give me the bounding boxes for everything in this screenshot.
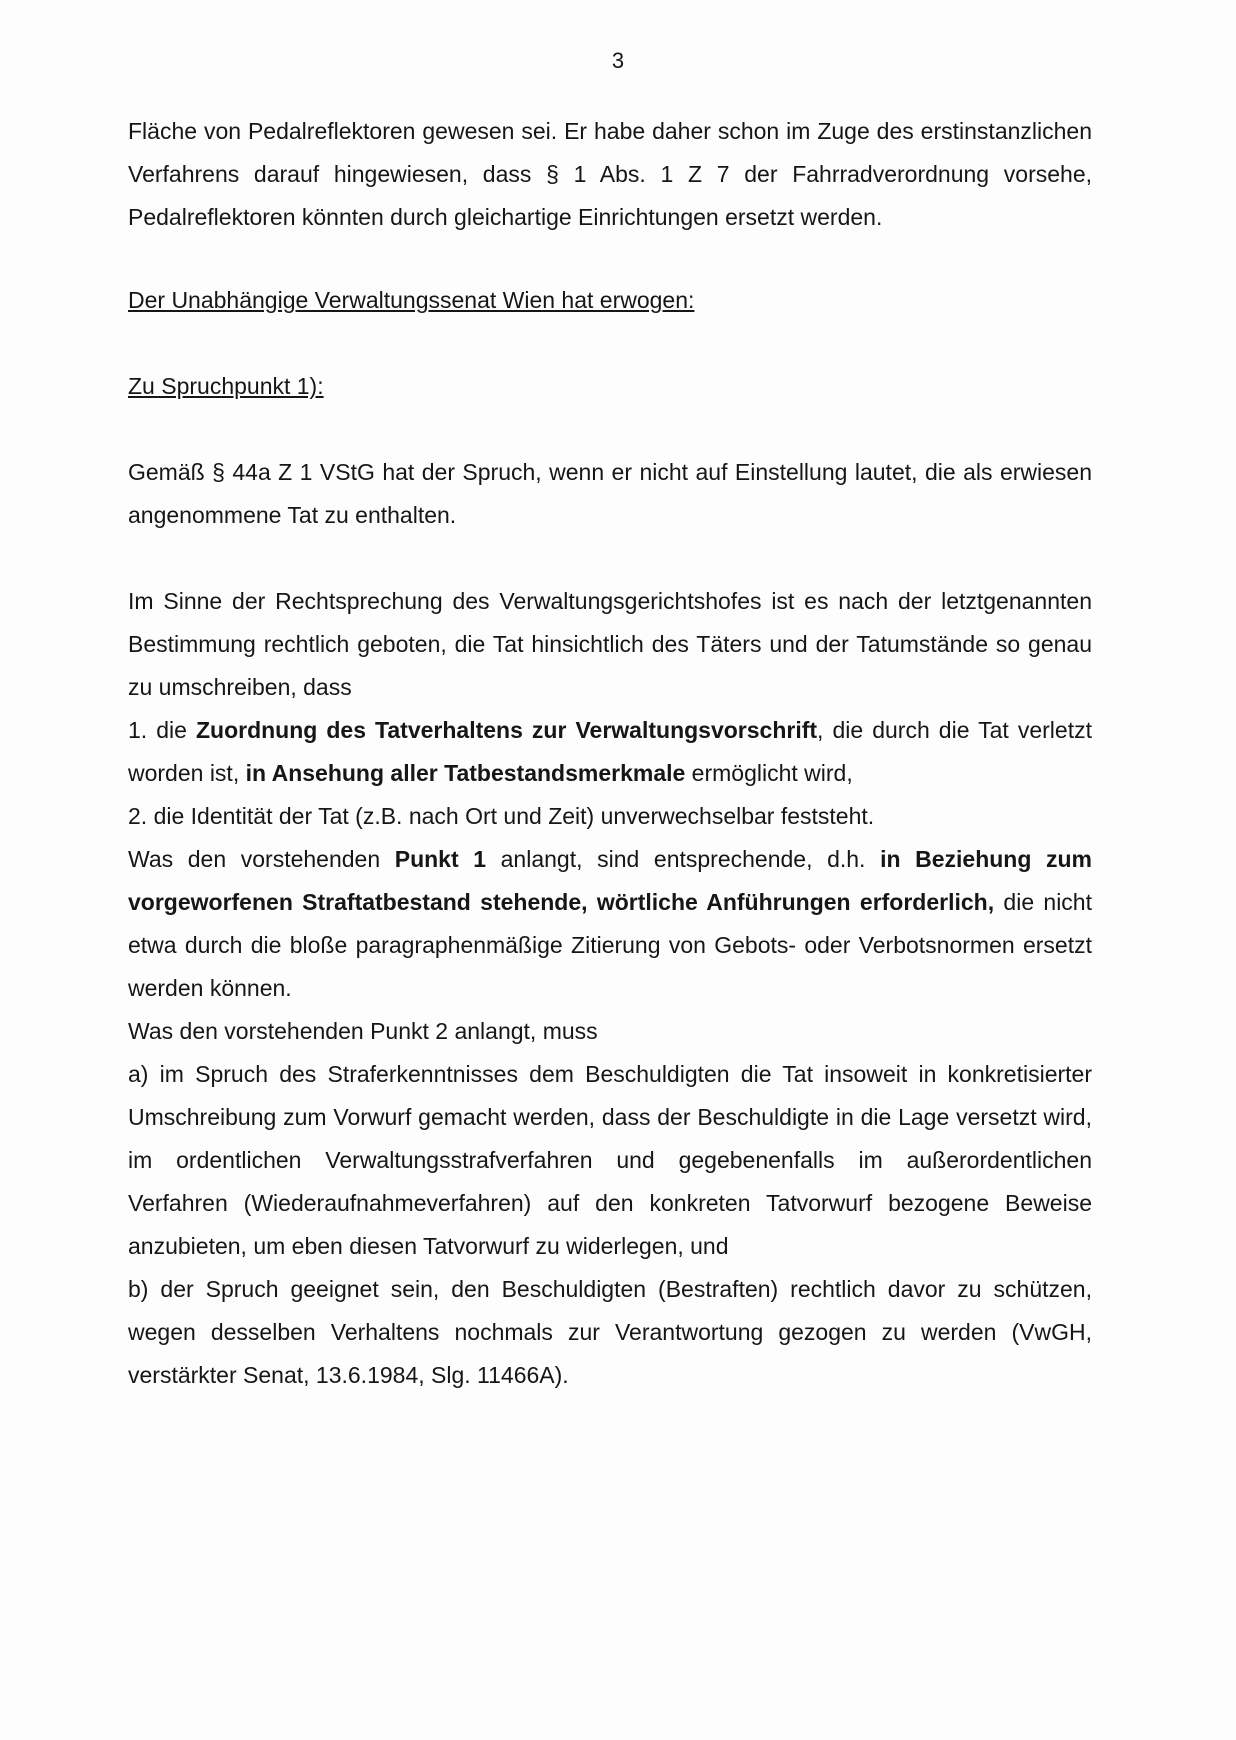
document-body (128, 110, 1092, 1397)
list-item-1-text-a: 1. die (128, 717, 196, 743)
list-item-1-bold-d: in Ansehung aller Tatbestandsmerkmale (245, 760, 686, 786)
section-heading-spruchpunkt-1: Zu Spruchpunkt 1): (128, 373, 324, 399)
punkt-1-text-a: Was den vorstehenden (128, 846, 395, 872)
paragraph-applicant-argument: Fläche von Pedalreflektoren gewesen sei. Er habe daher schon im Zuge des erstinstanzlichen Verfahrens darauf hingewiesen, dass § 1 Abs. 1 Z 7 der Fahrradverordnung vorsehe, Pedalreflektoren könnten durch gleichartige Einrichtungen ersetzt werden. (128, 118, 1092, 230)
paragraph-rechtsprechung: Im Sinne der Rechtsprechung des Verwaltungsgerichtshofes ist es nach der letztgenannten Bestimmung rechtlich geboten, die Tat hinsichtlich des Täters und der Tatumstände so genau zu umschreiben, dass (128, 588, 1092, 700)
punkt-1-bold-b: Punkt 1 (394, 846, 487, 872)
punkt-1-text-e: die nicht etwa durch die bloße paragraphenmäßige Zitierung von Gebots- oder Verbotsnormen ersetzt werden können. (128, 889, 1092, 1001)
page-number: 3 (611, 48, 625, 73)
list-item-1 (128, 709, 1092, 795)
punkt-1-bold-d: in Beziehung zum vorgeworfenen Straftatbestand stehende, wörtliche Anführungen erforderlich, (128, 846, 1093, 915)
paragraph-punkt-2-intro: Was den vorstehenden Punkt 2 anlangt, muss (128, 1018, 598, 1044)
paragraph-44a-vstg: Gemäß § 44a Z 1 VStG hat der Spruch, wenn er nicht auf Einstellung lautet, die als erwiesen angenommene Tat zu enthalten. (128, 459, 1092, 528)
list-item-2: 2. die Identität der Tat (z.B. nach Ort und Zeit) unverwechselbar feststeht. (128, 803, 875, 829)
section-heading-erwogen: Der Unabhängige Verwaltungssenat Wien hat erwogen: (128, 287, 695, 313)
list-item-a: a) im Spruch des Straferkenntnisses dem Beschuldigten die Tat insoweit in konkretisierter Umschreibung zum Vorwurf gemacht werden, dass der Beschuldigte in die Lage versetzt wird, im ordentlichen Verwaltungsstrafverfahren und gegebenenfalls im außerordentlichen Verfahren (Wiederaufnahmeverfahren) auf den konkreten Tatvorwurf bezogene Beweise anzubieten, um eben diesen Tatvorwurf zu widerlegen, und (128, 1061, 1092, 1259)
punkt-1-text-c: anlangt, sind entsprechende, d.h. (486, 846, 881, 872)
paragraph-punkt-1 (128, 838, 1092, 1010)
list-item-1-text-e: ermöglicht wird, (685, 760, 853, 786)
list-item-b: b) der Spruch geeignet sein, den Beschuldigten (Bestraften) rechtlich davor zu schützen, wegen desselben Verhaltens nochmals zur Verantwortung gezogen zu werden (VwGH, verstärkter Senat, 13.6.1984, Slg. 11466A). (128, 1276, 1092, 1388)
list-item-1-bold-b: Zuordnung des Tatverhaltens zur Verwaltungsvorschrift (195, 717, 818, 743)
list-item-1-text-c: , die durch die Tat verletzt worden ist, (128, 717, 1092, 786)
